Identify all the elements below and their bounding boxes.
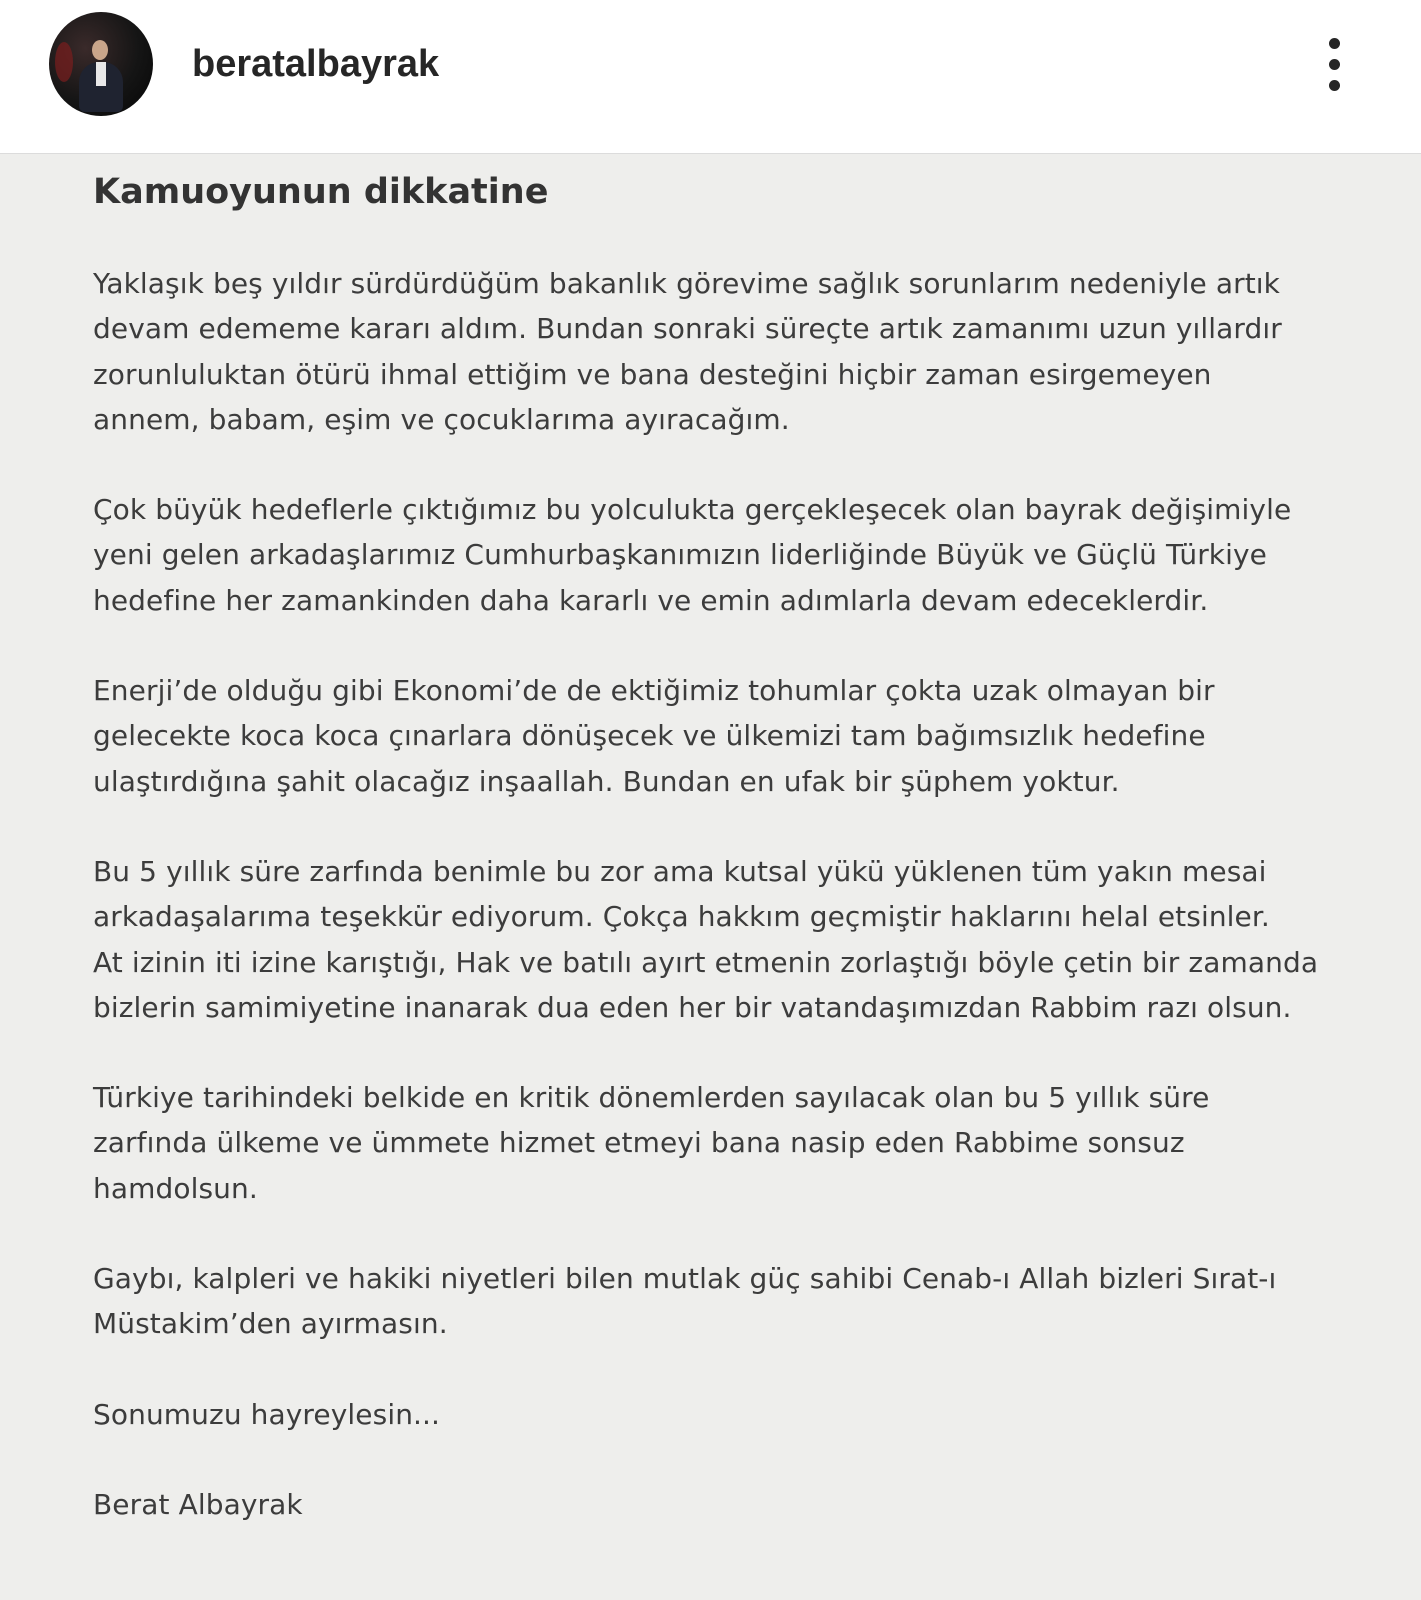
text-line: Bu 5 yıllık süre zarfında benimle bu zor ama kutsal yükü yüklenen tüm yakın mesai [93, 854, 1267, 888]
avatar-figure-shirt [96, 62, 106, 86]
text-line: Türkiye tarihindeki belkide en kritik dönemlerden sayılacak olan bu 5 yıllık süre [93, 1081, 1210, 1115]
text-line: Müstakim’den ayırmasın. [93, 1307, 448, 1341]
text-line: bizlerin samimiyetine inanarak dua eden her bir vatandaşımızdan Rabbim razı olsun. [93, 990, 1292, 1024]
signature [93, 1482, 1383, 1527]
avatar-background-light [55, 42, 73, 82]
paragraph [93, 1256, 1383, 1347]
text-line: zorunluluktan ötürü ihmal ettiğim ve bana desteğini hiçbir zaman esirgemeyen [93, 357, 1212, 391]
text-line: At izinin iti izine karıştığı, Hak ve batılı ayırt etmenin zorlaştığı böyle çetin bir zamanda [93, 945, 1319, 979]
text-line: Yaklaşık beş yıldır sürdürdüğüm bakanlık görevime sağlık sorunlarım nedeniyle artık [93, 267, 1280, 300]
vertical-ellipsis-icon [1329, 80, 1340, 91]
note-title: Kamuoyunun dikkatine [93, 172, 549, 212]
username[interactable]: beratalbayrak [192, 43, 440, 85]
text-line: Enerji’de olduğu gibi Ekonomi’de de ektiğimiz tohumlar çokta uzak olmayan bir [93, 674, 1215, 708]
paragraph [93, 487, 1383, 623]
text-line: hedefine her zamankinden daha kararlı ve emin adımlarla devam edeceklerdir. [93, 583, 1209, 617]
vertical-ellipsis-icon [1329, 38, 1340, 49]
closing-line [93, 1392, 1383, 1437]
text-line: Berat Albayrak [93, 1487, 303, 1521]
text-line: devam edememe kararı aldım. Bundan sonraki süreçte artık zamanımı uzun yıllardır [93, 312, 1282, 346]
paragraph [93, 668, 1383, 804]
vertical-ellipsis-icon [1329, 59, 1340, 70]
paragraph [93, 849, 1383, 1030]
text-line: gelecekte koca koca çınarlara dönüşecek ve ülkemizi tam bağımsızlık hedefine [93, 719, 1206, 753]
avatar[interactable] [49, 12, 153, 116]
paragraph [93, 261, 1383, 442]
statement-note [93, 170, 1383, 1572]
text-line: Çok büyük hedeflerle çıktığımız bu yolculukta gerçekleşecek olan bayrak değişimiyle [93, 493, 1292, 527]
text-line: yeni gelen arkadaşlarımız Cumhurbaşkanımızın liderliğinde Büyük ve Güçlü Türkiye [93, 538, 1267, 572]
text-line: annem, babam, eşim ve çocuklarıma ayıracağım. [93, 402, 790, 436]
avatar-figure-head [92, 40, 108, 60]
text-line: arkadaşalarıma teşekkür ediyorum. Çokça hakkım geçmiştir haklarını helal etsinler. [93, 900, 1270, 934]
text-line: Gaybı, kalpleri ve hakiki niyetleri bilen mutlak güç sahibi Cenab-ı Allah bizleri Sırat-ı [93, 1262, 1277, 1296]
text-line: zarfında ülkeme ve ümmete hizmet etmeyi bana nasip eden Rabbime sonsuz [93, 1126, 1185, 1160]
paragraph [93, 1075, 1383, 1211]
post-header [0, 0, 1421, 154]
text-line: ulaştırdığına şahit olacağız inşaallah. Bundan en ufak bir şüphem yoktur. [93, 764, 1120, 798]
text-line: Sonumuzu hayreylesin... [93, 1397, 441, 1431]
more-options-button[interactable] [1320, 34, 1350, 96]
text-line: hamdolsun. [93, 1171, 258, 1205]
post-image [0, 154, 1421, 1600]
